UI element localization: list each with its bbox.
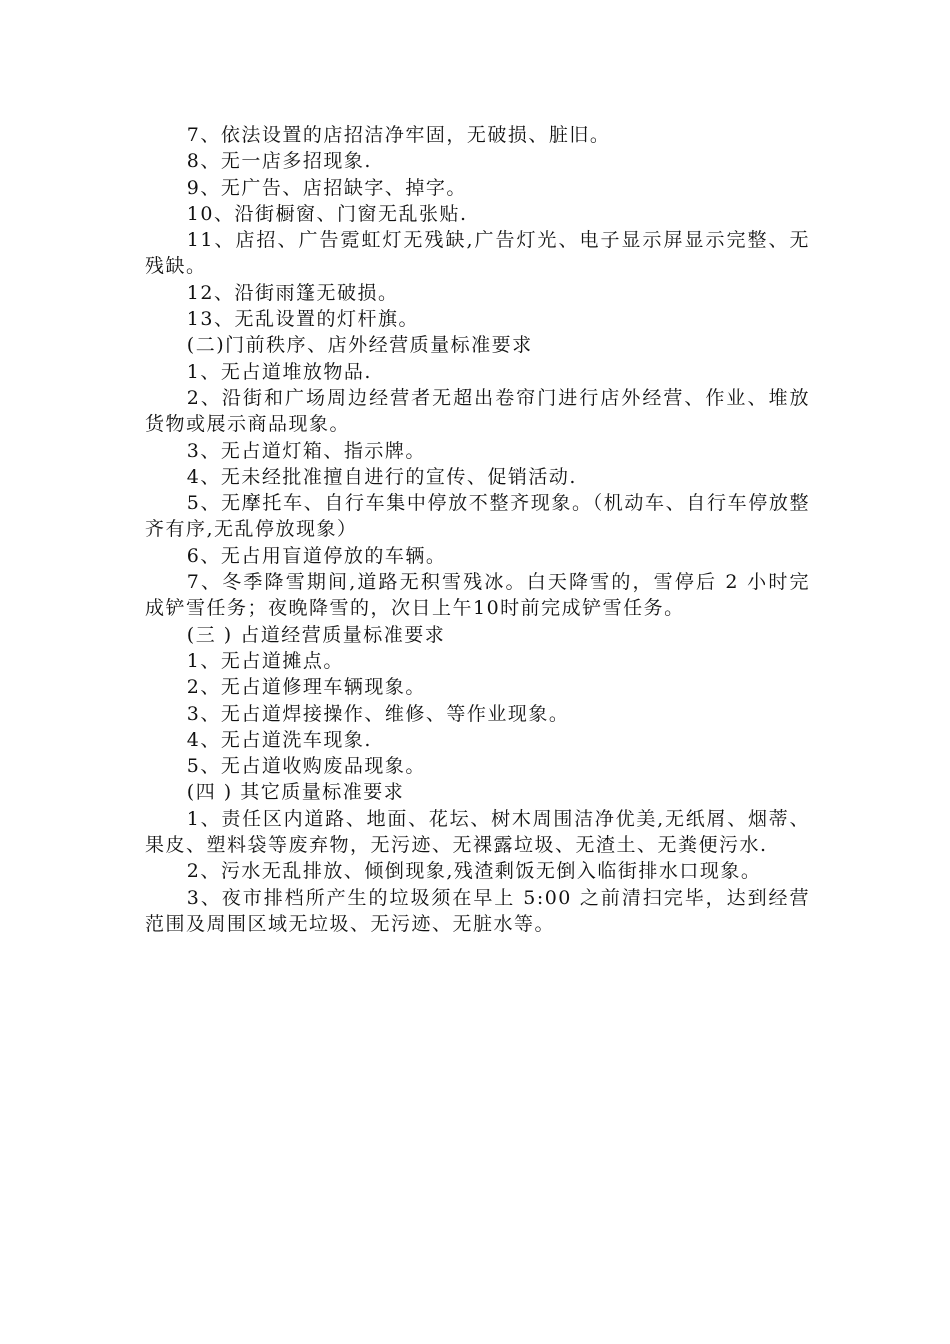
list-item: 11、店招、广告霓虹灯无残缺,广告灯光、电子显示屏显示完整、无残缺。 — [145, 229, 810, 278]
section-heading-2: (二)门前秩序、店外经营质量标准要求 — [186, 334, 533, 357]
list-item: 10、沿街橱窗、门窗无乱张贴. — [186, 202, 468, 225]
list-item: 2、无占道修理车辆现象。 — [186, 676, 426, 699]
list-item: 6、无占用盲道停放的车辆。 — [186, 544, 447, 567]
list-item: 2、沿街和广场周边经营者无超出卷帘门进行店外经营、作业、堆放货物或展示商品现象。 — [145, 386, 810, 436]
list-item: 9、无广告、店招缺字、掉字。 — [186, 176, 467, 199]
list-item: 3、夜市排档所产生的垃圾须在早上 5:00 之前清扫完毕，达到经营范围及周围区域无垃圾、无污迹、无脏水等。 — [145, 886, 810, 935]
section-heading-4: (四 ) 其它质量标准要求 — [186, 781, 405, 804]
list-item: 8、无一店多招现象. — [186, 150, 372, 173]
list-item: 2、污水无乱排放、倾倒现象,残渣剩饭无倒入临街排水口现象。 — [186, 860, 762, 883]
list-item: 1、无占道摊点。 — [186, 649, 344, 672]
list-item: 3、无占道灯箱、指示牌。 — [186, 439, 426, 462]
list-item: 7、依法设置的店招洁净牢固，无破损、脏旧。 — [186, 124, 611, 146]
list-item: 1、无占道堆放物品. — [186, 360, 372, 383]
document-body — [145, 122, 810, 937]
list-item: 3、无占道焊接操作、维修、等作业现象。 — [186, 702, 570, 725]
section-heading-3: (三 ) 占道经营质量标准要求 — [186, 623, 446, 646]
list-item: 5、无占道收购废品现象。 — [186, 755, 426, 778]
list-item: 12、沿街雨篷无破损。 — [186, 281, 399, 304]
list-item: 13、无乱设置的灯杆旗。 — [186, 308, 419, 331]
list-item: 4、无未经批准擅自进行的宣传、促销活动. — [186, 465, 577, 488]
list-item: 5、无摩托车、自行车集中停放不整齐现象。（机动车、自行车停放整齐有序,无乱停放现象） — [145, 492, 810, 541]
list-item: 4、无占道洗车现象. — [186, 728, 372, 751]
list-item: 1、责任区内道路、地面、花坛、树木周围洁净优美,无纸屑、烟蒂、果皮、塑料袋等废弃物，无污迹、无裸露垃圾、无渣土、无粪便污水. — [145, 807, 810, 857]
list-item: 7、冬季降雪期间,道路无积雪残冰。白天降雪的，雪停后 2 小时完成铲雪任务；夜晚降雪的，次日上午10时前完成铲雪任务。 — [145, 571, 810, 620]
